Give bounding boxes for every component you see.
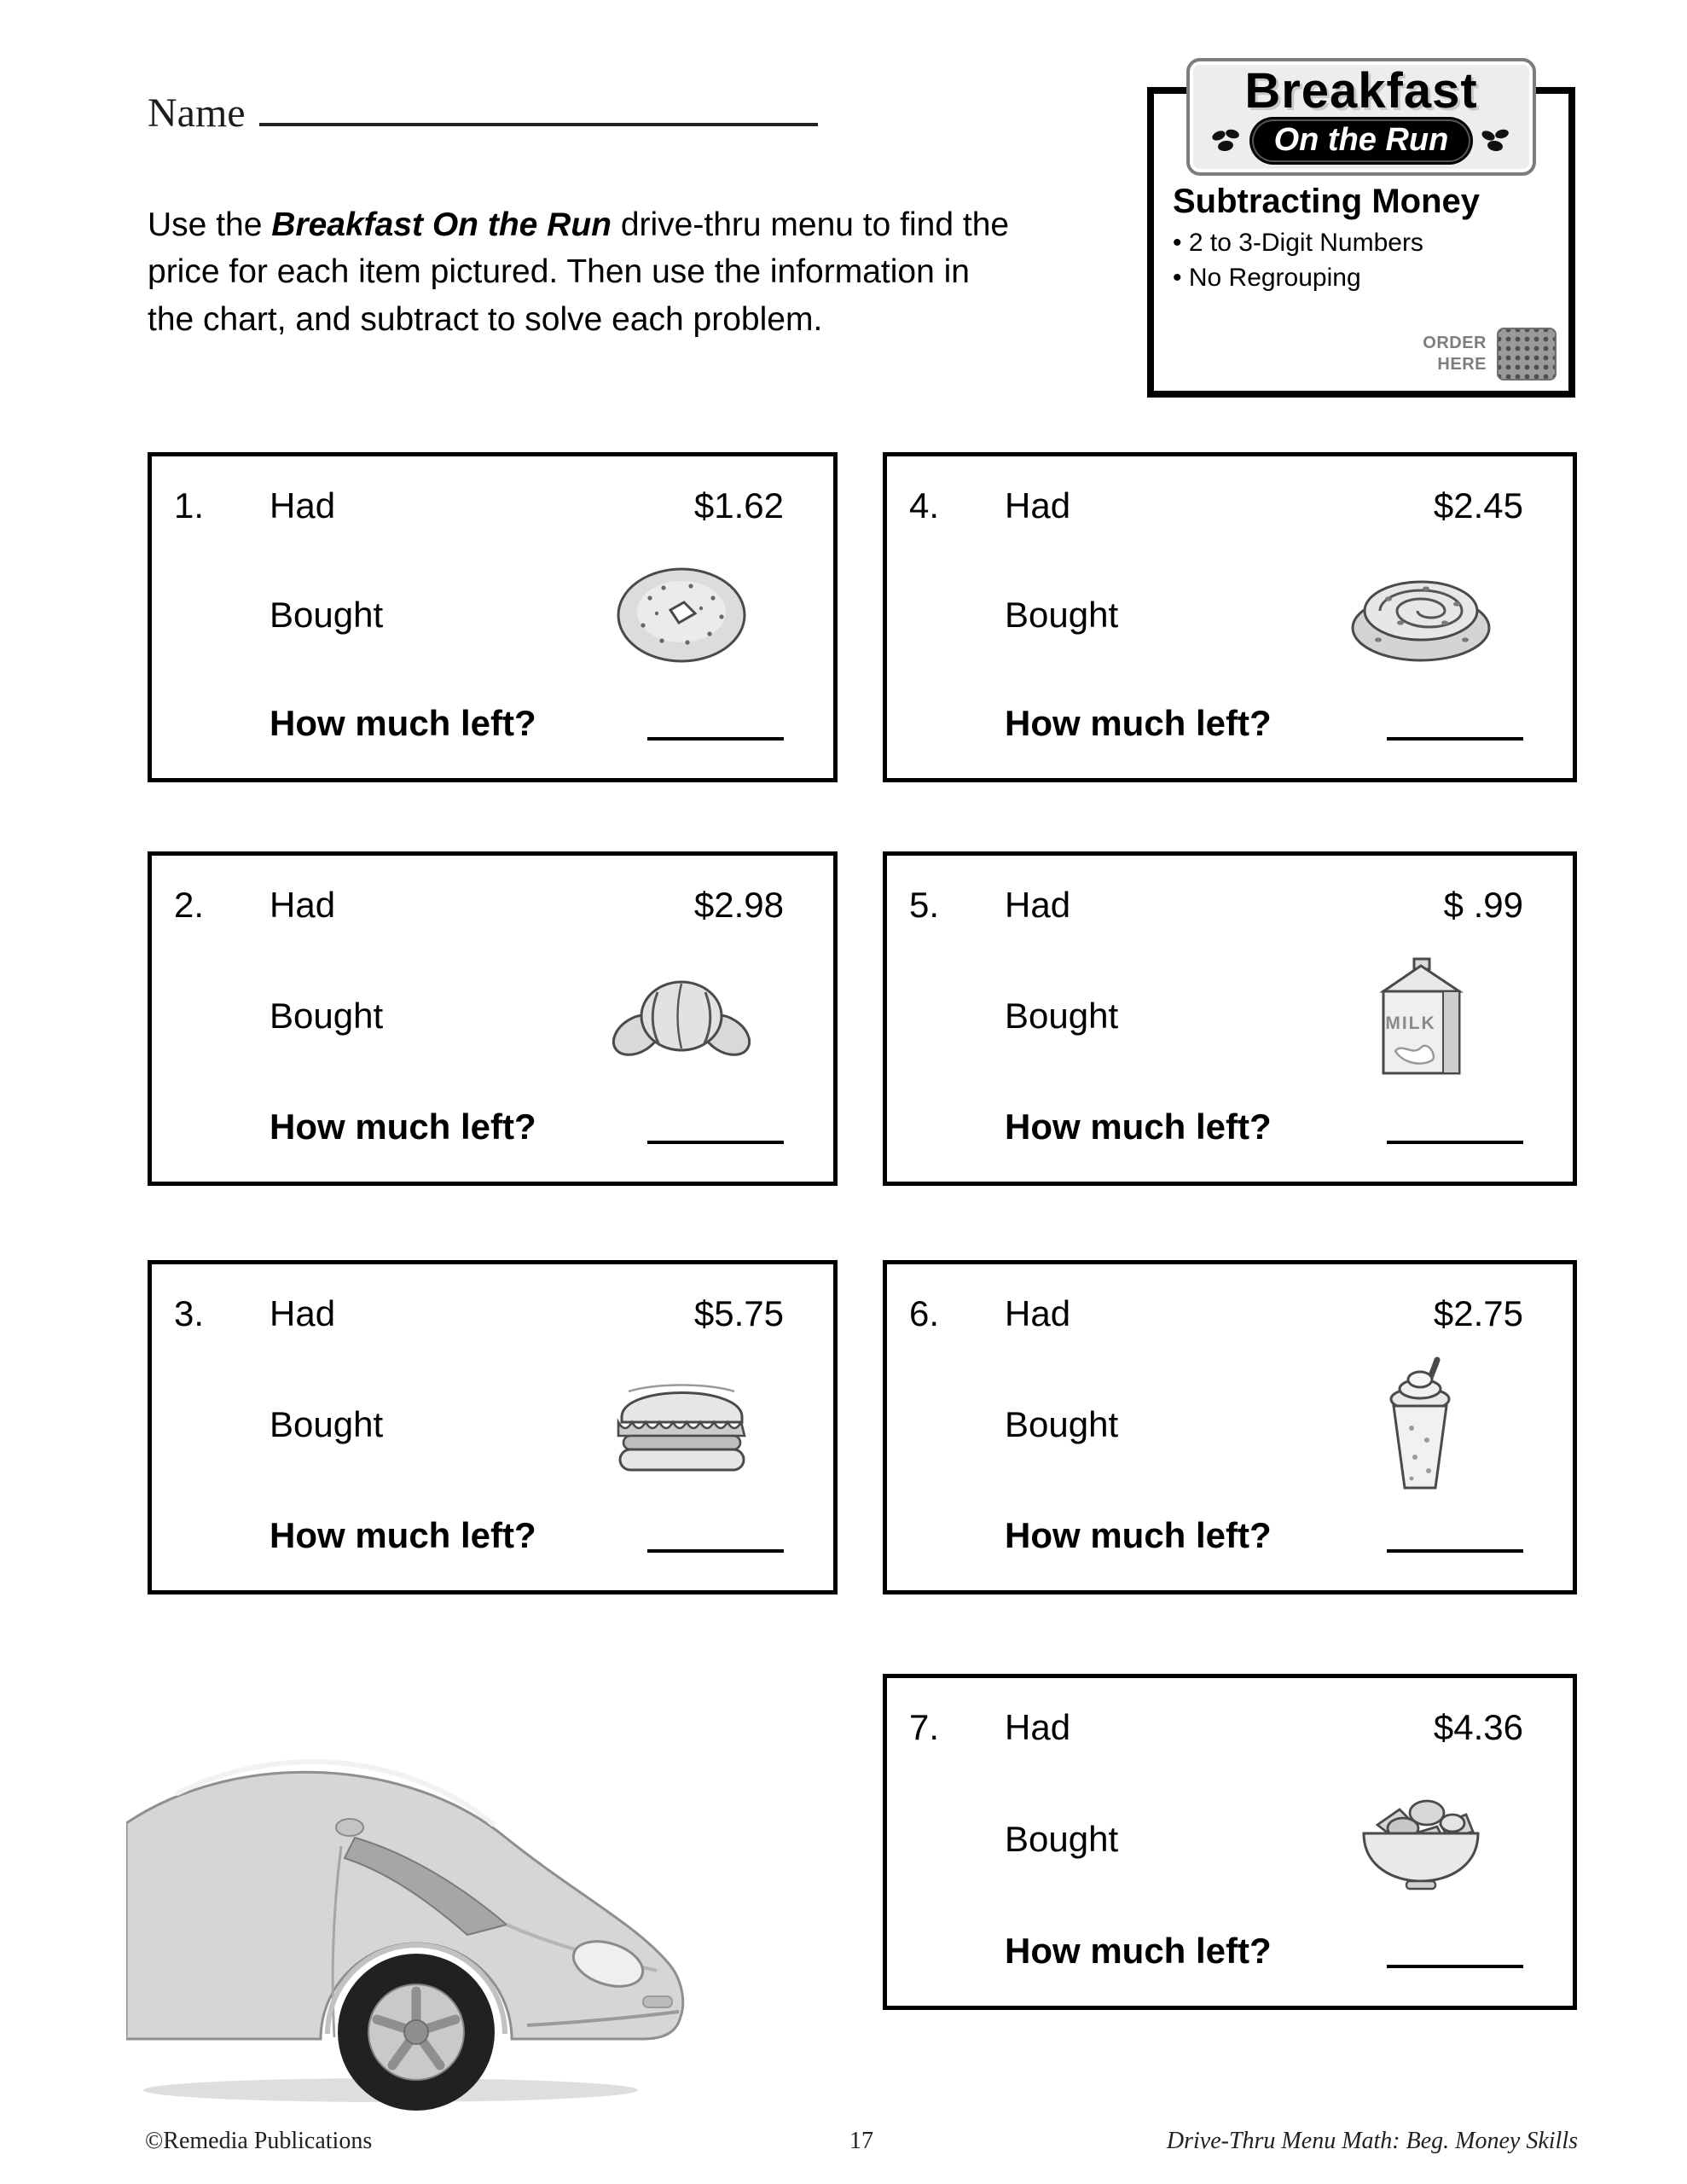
bought-label: Bought (270, 996, 384, 1036)
had-row (909, 885, 1523, 926)
answer-row (909, 1515, 1523, 1556)
skill-bullet: • No Regrouping (1173, 263, 1361, 292)
problem-number: 7. (909, 1707, 940, 1747)
skill-bullet: • 2 to 3-Digit Numbers (1173, 229, 1423, 257)
had-price: $4.36 (1433, 1707, 1523, 1747)
problem-box-1 (148, 452, 838, 782)
name-blank-line (259, 85, 818, 126)
answer-blank (647, 1132, 784, 1144)
problem-box-7 (883, 1674, 1577, 2010)
had-label: Had (1005, 885, 1071, 925)
skill-bullets (1173, 226, 1568, 295)
car-image (126, 1742, 689, 2117)
page-number: 17 (849, 2128, 873, 2154)
had-label: Had (1005, 1293, 1071, 1333)
had-price: $2.75 (1433, 1293, 1523, 1333)
bought-row (174, 963, 784, 1070)
bought-label: Bought (1005, 1819, 1119, 1859)
bought-row (909, 950, 1523, 1083)
problem-number: 5. (909, 885, 940, 925)
answer-row (909, 703, 1523, 744)
had-label: Had (270, 485, 336, 526)
bought-row (909, 561, 1523, 668)
problem-number: 6. (909, 1293, 940, 1333)
how-much-left-label: How much left? (1005, 1107, 1272, 1147)
problem-number: 4. (909, 485, 940, 526)
answer-row (174, 1515, 784, 1556)
bought-label: Bought (1005, 594, 1119, 635)
had-label: Had (1005, 1707, 1071, 1747)
footer (145, 2128, 1578, 2155)
book-title: Drive-Thru Menu Math: Beg. Money Skills (1166, 2128, 1578, 2154)
answer-blank (1387, 1956, 1523, 1968)
how-much-left-label: How much left? (1005, 703, 1272, 743)
answer-blank (1387, 729, 1523, 741)
had-row (174, 1293, 784, 1334)
how-much-left-label: How much left? (1005, 1515, 1272, 1555)
answer-blank (1387, 1541, 1523, 1553)
had-label: Had (1005, 485, 1071, 526)
croissant-icon (579, 963, 784, 1070)
bought-row (909, 1355, 1523, 1496)
breakfast-on-the-run-logo (1186, 58, 1536, 176)
shake-icon (1319, 1355, 1523, 1496)
problem-box-2 (148, 851, 838, 1186)
publisher-credit: ©Remedia Publications (145, 2128, 373, 2154)
problem-number: 3. (174, 1293, 205, 1333)
bought-label: Bought (270, 1404, 384, 1444)
answer-row (174, 1107, 784, 1147)
name-row (148, 85, 818, 136)
how-much-left-label: How much left? (270, 1107, 536, 1147)
milk-carton-icon (1319, 950, 1523, 1083)
problem-box-3 (148, 1260, 838, 1594)
svg-text:MILK: MILK (1384, 1013, 1436, 1033)
problem-box-5 (883, 851, 1577, 1186)
problem-box-4 (883, 452, 1577, 782)
how-much-left-label: How much left? (270, 703, 536, 743)
had-price: $2.45 (1433, 485, 1523, 526)
lesson-header-box (1147, 63, 1575, 398)
had-price: $2.98 (693, 885, 784, 925)
answer-blank (647, 1541, 784, 1553)
had-row (174, 485, 784, 526)
instructions-post: drive-thru menu to find the price for each item pictured. Then use the information in the chart, and subtract to solve each problem. (148, 206, 1010, 338)
problem-number: 2. (174, 885, 205, 925)
fruit-bowl-icon (1319, 1784, 1523, 1895)
coffee-beans-icon (1479, 128, 1513, 154)
instructions-pre: Use the (148, 206, 272, 243)
instructions-text (148, 201, 1013, 343)
order-here-sign (1423, 328, 1557, 380)
bought-label: Bought (270, 594, 384, 635)
speaker-grille-icon (1497, 328, 1557, 380)
answer-row (909, 1107, 1523, 1147)
logo-title: Breakfast (1244, 63, 1478, 119)
had-row (909, 485, 1523, 526)
logo-subtitle: On the Run (1252, 119, 1471, 162)
had-price: $5.75 (693, 1293, 784, 1333)
bought-label: Bought (1005, 1404, 1119, 1444)
answer-blank (1387, 1132, 1523, 1144)
bought-row (909, 1784, 1523, 1895)
problem-number: 1. (174, 485, 205, 526)
answer-row (909, 1931, 1523, 1972)
had-row (909, 1293, 1523, 1334)
how-much-left-label: How much left? (270, 1515, 536, 1555)
had-row (174, 885, 784, 926)
skill-title: Subtracting Money (1173, 183, 1481, 220)
had-label: Had (270, 885, 336, 925)
bought-row (174, 1368, 784, 1483)
answer-row (174, 703, 784, 744)
how-much-left-label: How much left? (1005, 1931, 1272, 1971)
had-label: Had (270, 1293, 336, 1333)
cinnamon-roll-icon (1319, 561, 1523, 668)
order-here-label: ORDER HERE (1423, 334, 1487, 374)
instructions-emphasis: Breakfast On the Run (271, 206, 612, 243)
problem-box-6 (883, 1260, 1577, 1594)
had-price: $1.62 (693, 485, 784, 526)
name-label: Name (148, 90, 246, 136)
had-price: $ .99 (1443, 885, 1523, 925)
answer-blank (647, 729, 784, 741)
bagel-icon (579, 557, 784, 672)
bought-row (174, 557, 784, 672)
had-row (909, 1707, 1523, 1748)
logo-subtitle-row (1197, 119, 1526, 162)
bought-label: Bought (1005, 996, 1119, 1036)
coffee-beans-icon (1209, 128, 1244, 154)
breakfast-sandwich-icon (579, 1368, 784, 1483)
